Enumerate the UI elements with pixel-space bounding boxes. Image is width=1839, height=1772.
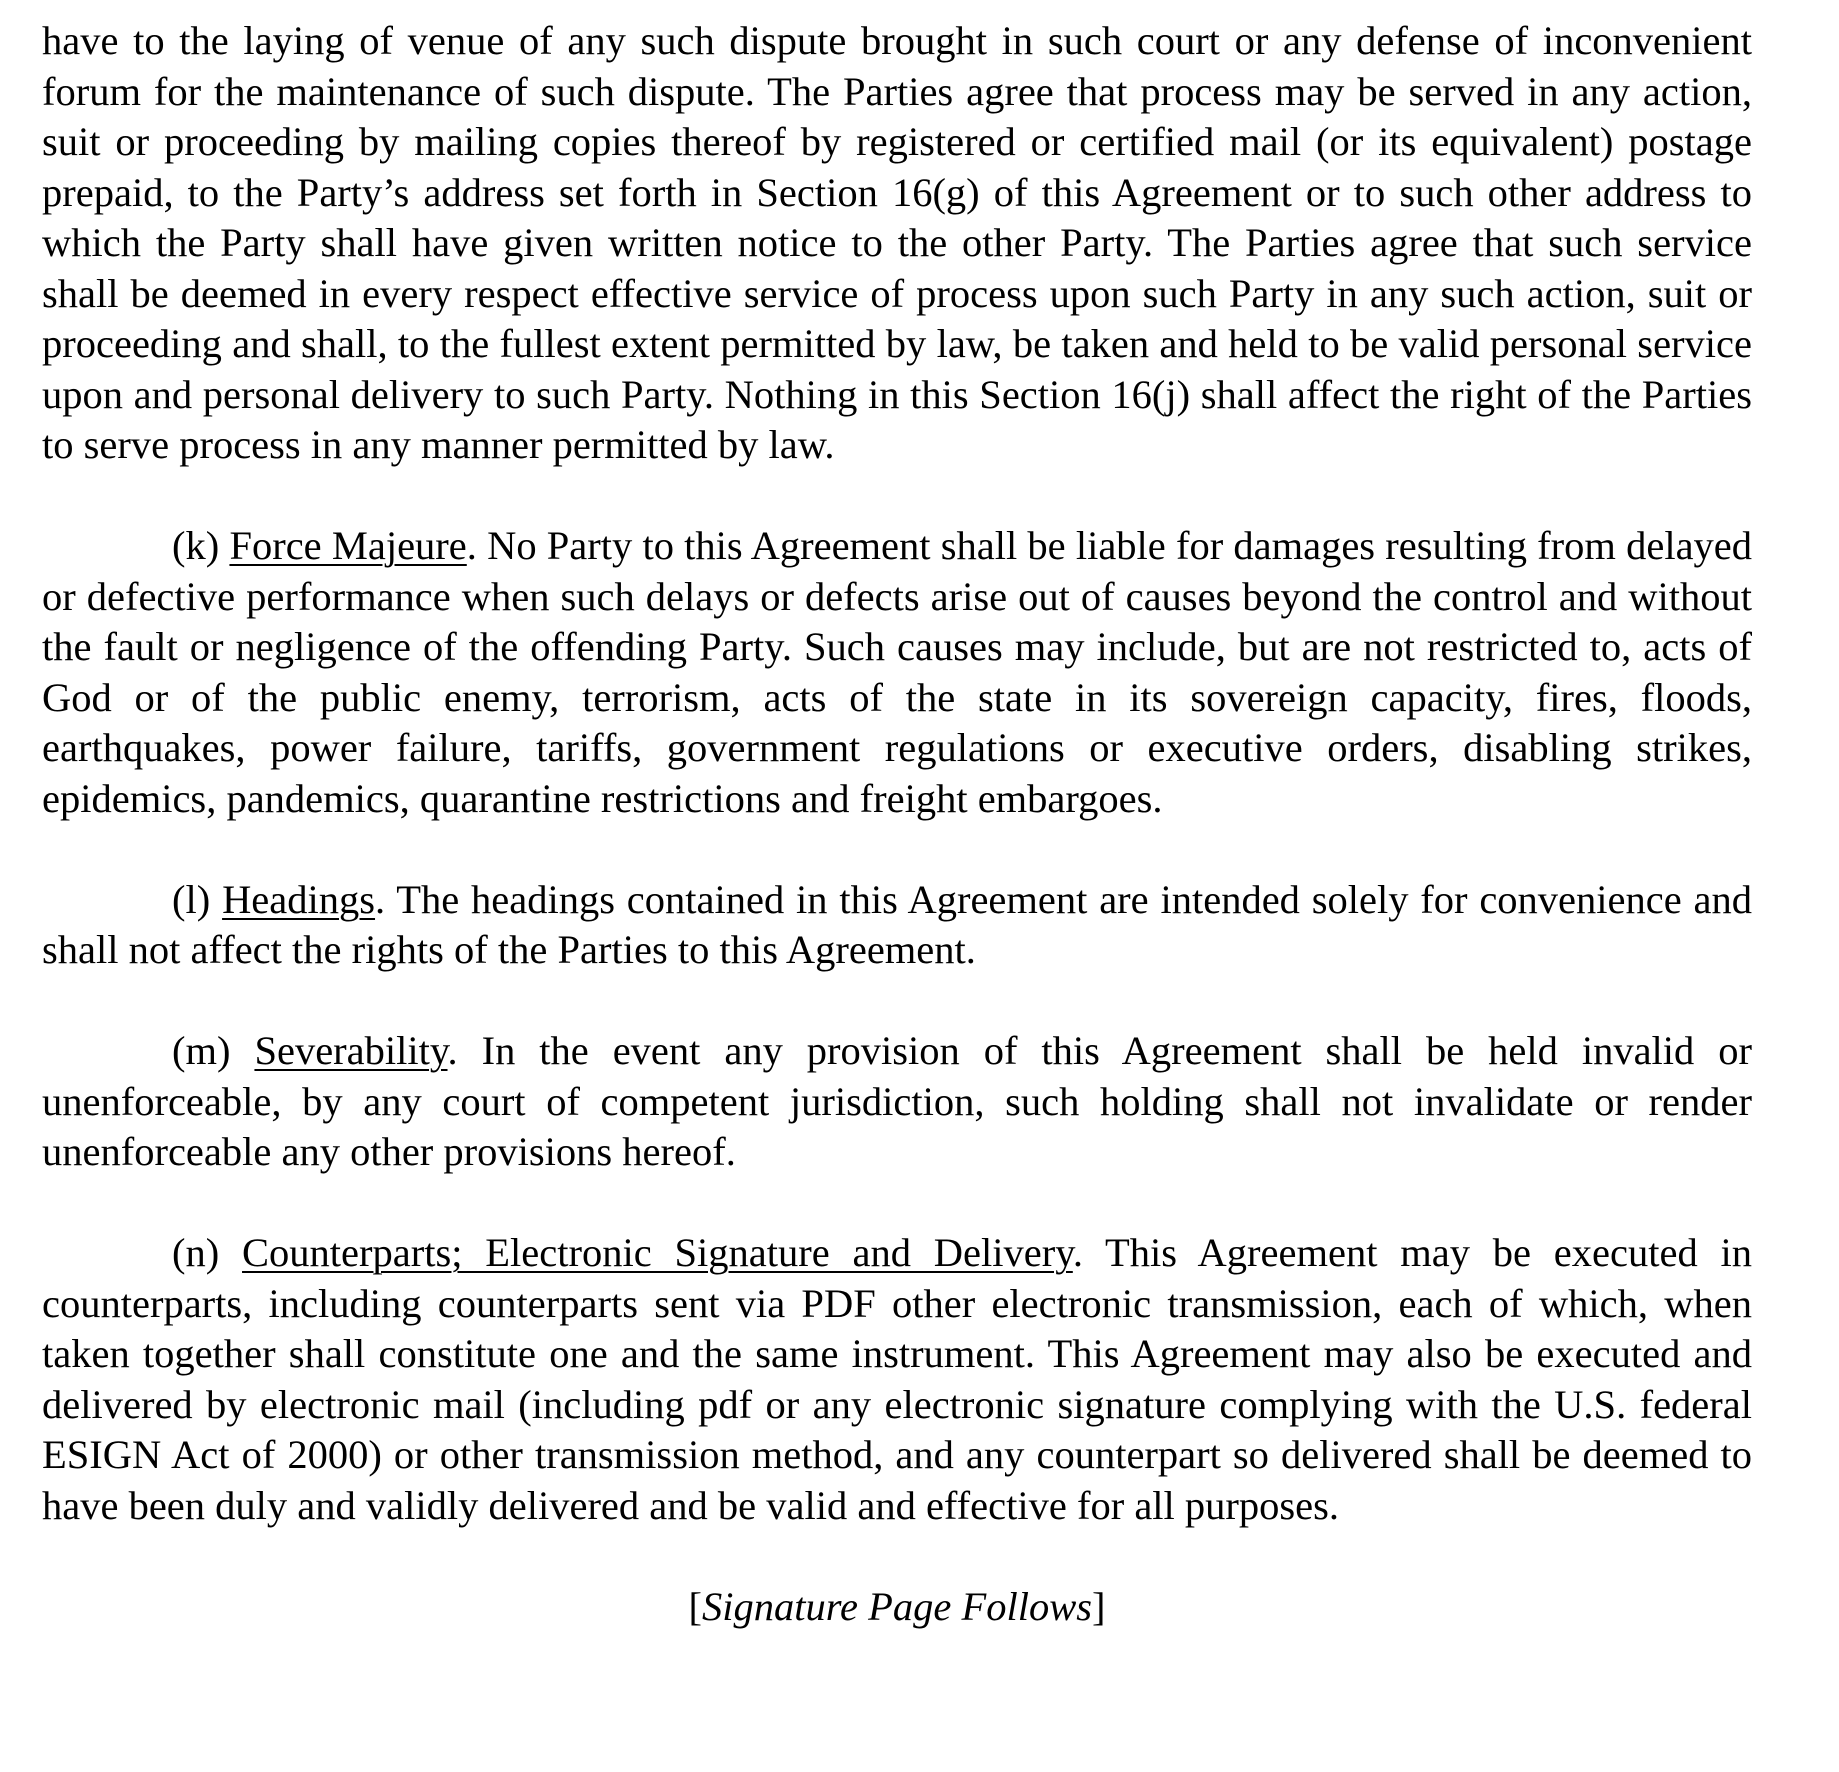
signature-page-note [42,1582,1752,1633]
bracket-close: ] [1091,1583,1106,1629]
section-body: . The headings contained in this Agreement are intended solely for convenience and shall not affect the rights of the Parties to this Agreement. [42,876,1753,972]
bracket-open: [ [688,1583,702,1629]
section-heading-counterparts: Counterparts; Electronic Signature and Delivery [242,1230,1073,1275]
document-page [42,16,1752,1632]
section-label: (k) [172,523,220,568]
section-label: (l) [172,876,211,922]
signature-page-text: Signature Page Follows [702,1583,1092,1629]
section-label: (n) [172,1230,220,1275]
section-heading-headings: Headings [222,876,376,922]
section-heading-force-majeure: Force Majeure [229,523,467,568]
paragraph-intro: have to the laying of venue of any such dispute brought in such court or any defense of inconvenient forum for the maintenance of such dispute. The Parties agree that process may be served in any action, suit or proceeding by mailing copies thereof by registered or certified mail (or its equivalent) postage prepaid, to the Party’s address set forth in Section 16(g) of this Agreement or to such other address to which the Party shall have given written notice to the other Party. The Parties agree that such service shall be deemed in every respect effective service of process upon such Party in any such action, suit or proceeding and shall, to the fullest extent permitted by law, be taken and held to be valid personal service upon and personal delivery to such Party. Nothing in this Section 16(j) shall affect the right of the Parties to serve process in any manner permitted by law. [42,18,1752,467]
section-heading-severability: Severability [254,1028,448,1073]
section-body: . This Agreement may be executed in counterparts, including counterparts sent via PDF other electronic transmission, each of which, when taken together shall constitute one and the same instrument. This Agreement may also be executed and delivered by electronic mail (including pdf or any electronic signature complying with the U.S. federal ESIGN Act of 2000) or other transmission method, and any counterpart so delivered shall be deemed to have been duly and validly delivered and be valid and effective for all purposes. [42,1230,1752,1528]
section-body: . No Party to this Agreement shall be liable for damages resulting from delayed or defective performance when such delays or defects arise out of causes beyond the control and without the fault or negligence of the offending Party. Such causes may include, but are not restricted to, acts of God or of the public enemy, terrorism, acts of the state in its sovereign capacity, fires, floods, earthquakes, power failure, tariffs, government regulations or executive orders, disabling strikes, epidemics, pandemics, quarantine restrictions and freight embargoes. [42,523,1753,821]
section-body: . In the event any provision of this Agreement shall be held invalid or unenforceable, by any court of competent jurisdiction, such holding shall not invalidate or render unenforceable any other provisions hereof. [42,1028,1752,1174]
paragraph-counterparts [42,1228,1752,1531]
paragraph-force-majeure [42,521,1752,824]
section-label: (m) [172,1028,231,1073]
paragraph-headings [42,875,1752,976]
paragraph-severability [42,1026,1752,1178]
